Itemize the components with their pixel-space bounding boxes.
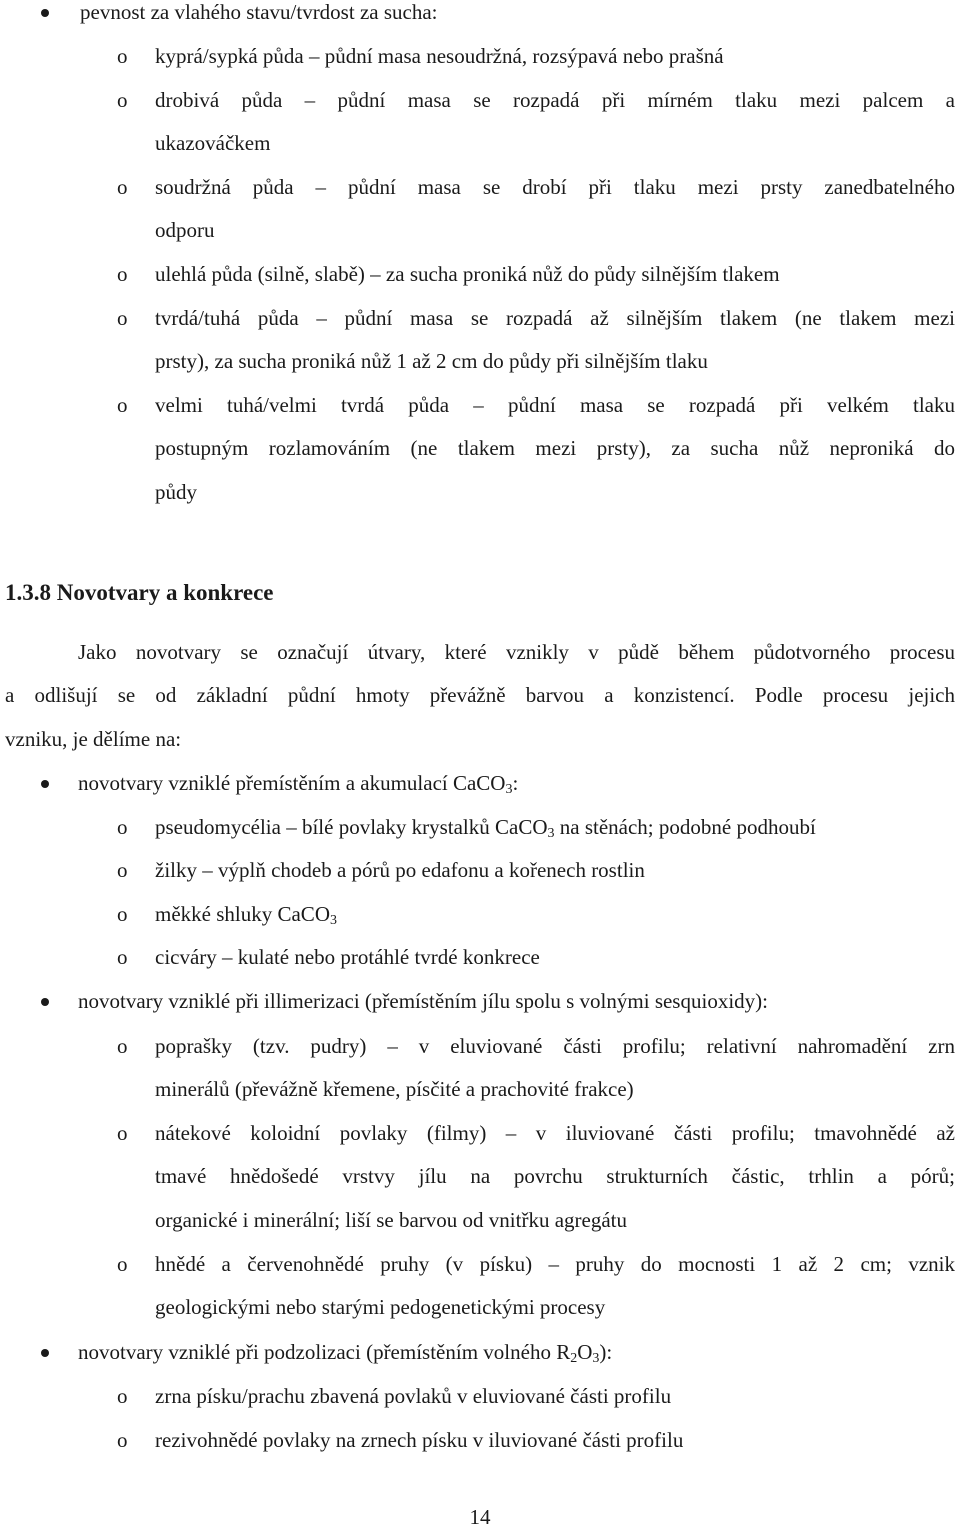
sub-bullet-icon: o [117,175,128,199]
list-item: drobivá půda – půdní masa se rozpadá při mírném tlaku mezi palcem a [155,88,955,112]
list-item-cont: odporu [155,218,215,242]
list-item: kyprá/sypká půda – půdní masa nesoudržná, rozsýpavá nebo prašná [155,44,724,68]
paragraph-line: vzniku, je dělíme na: [5,727,182,751]
section-title: 1.3.8 Novotvary a konkrece [5,580,274,605]
sub-bullet-icon: o [117,1384,128,1408]
sub-bullet-icon: o [117,815,128,839]
sub-bullet-icon: o [117,262,128,286]
sub-bullet-icon: o [117,1121,128,1145]
sub-bullet-icon: o [117,945,128,969]
sub-bullet-icon: o [117,902,128,926]
group-heading: novotvary vzniklé při podzolizaci (přemístěním volného $R_2O_3$): [78,1340,613,1366]
list-item: ulehlá půda (silně, slabě) – za sucha proniká nůž do půdy silnějším tlakem [155,262,780,286]
list-item-cont: půdy [155,480,197,504]
paragraph-line: Jako novotvary se označují útvary, které vznikly v půdě během půdotvorného procesu [78,640,955,664]
list-item: žilky – výplň chodeb a pórů po edafonu a kořenech rostlin [155,858,645,882]
bullet-icon [41,998,49,1006]
list-item: rezivohnědé povlaky na zrnech písku v iluviované části profilu [155,1428,684,1452]
sub-bullet-icon: o [117,858,128,882]
page-number: 14 [469,1505,491,1529]
group-heading: novotvary vzniklé přemístěním a akumulací CaCO$_3$: [78,771,519,797]
list-item: cicváry – kulaté nebo protáhlé tvrdé konkrece [155,945,540,969]
list-item: nátekové koloidní povlaky (filmy) – v iluviované části profilu; tmavohnědé až [155,1121,955,1145]
list-item: měkké shluky CaCO$_3$ [155,902,337,928]
list-item: hnědé a červenohnědé pruhy (v písku) – pruhy do mocnosti 1 až 2 cm; vznik [155,1252,955,1276]
sub-bullet-icon: o [117,393,128,417]
list-item-cont: prsty), za sucha proniká nůž 1 až 2 cm do půdy při silnějším tlaku [155,349,708,373]
list-item: soudržná půda – půdní masa se drobí při tlaku mezi prsty zanedbatelného [155,175,955,199]
paragraph-line: a odlišují se od základní půdní hmoty převážně barvou a konzistencí. Podle procesu jejich [5,683,955,707]
list-item: zrna písku/prachu zbavená povlaků v eluviované části profilu [155,1384,672,1408]
sub-bullet-icon: o [117,1034,128,1058]
list-item-cont: geologickými nebo starými pedogenetickými procesy [155,1295,606,1319]
list-item: pseudomycélia – bílé povlaky krystalků CaCO$_3$ na stěnách; podobné podhoubí [155,815,816,841]
bullet-icon [41,780,49,788]
sub-bullet-icon: o [117,306,128,330]
list-item: poprašky (tzv. pudry) – v eluviované části profilu; relativní nahromadění zrn [155,1034,955,1058]
list-heading: pevnost za vlahého stavu/tvrdost za sucha: [80,0,438,24]
list-item-cont: minerálů (převážně křemene, písčité a prachovité frakce) [155,1077,634,1101]
sub-bullet-icon: o [117,1252,128,1276]
sub-bullet-icon: o [117,1428,128,1452]
sub-bullet-icon: o [117,88,128,112]
bullet-icon [41,1349,49,1357]
list-item-cont: organické i minerální; liší se barvou od vnitřku agregátu [155,1208,627,1232]
sub-bullet-icon: o [117,44,128,68]
list-item: tvrdá/tuhá půda – půdní masa se rozpadá až silnějším tlakem (ne tlakem mezi [155,306,955,330]
list-item: velmi tuhá/velmi tvrdá půda – půdní masa se rozpadá při velkém tlaku [155,393,955,417]
list-item-cont: tmavé hnědošedé vrstvy jílu na povrchu strukturních částic, trhlin a pórů; [155,1164,955,1188]
group-heading: novotvary vzniklé při illimerizaci (přemístěním jílu spolu s volnými sesquioxidy): [78,989,768,1013]
list-item-cont: ukazováčkem [155,131,271,155]
list-item-cont: postupným rozlamováním (ne tlakem mezi prsty), za sucha nůž neproniká do [155,436,955,460]
bullet-icon [41,9,49,17]
